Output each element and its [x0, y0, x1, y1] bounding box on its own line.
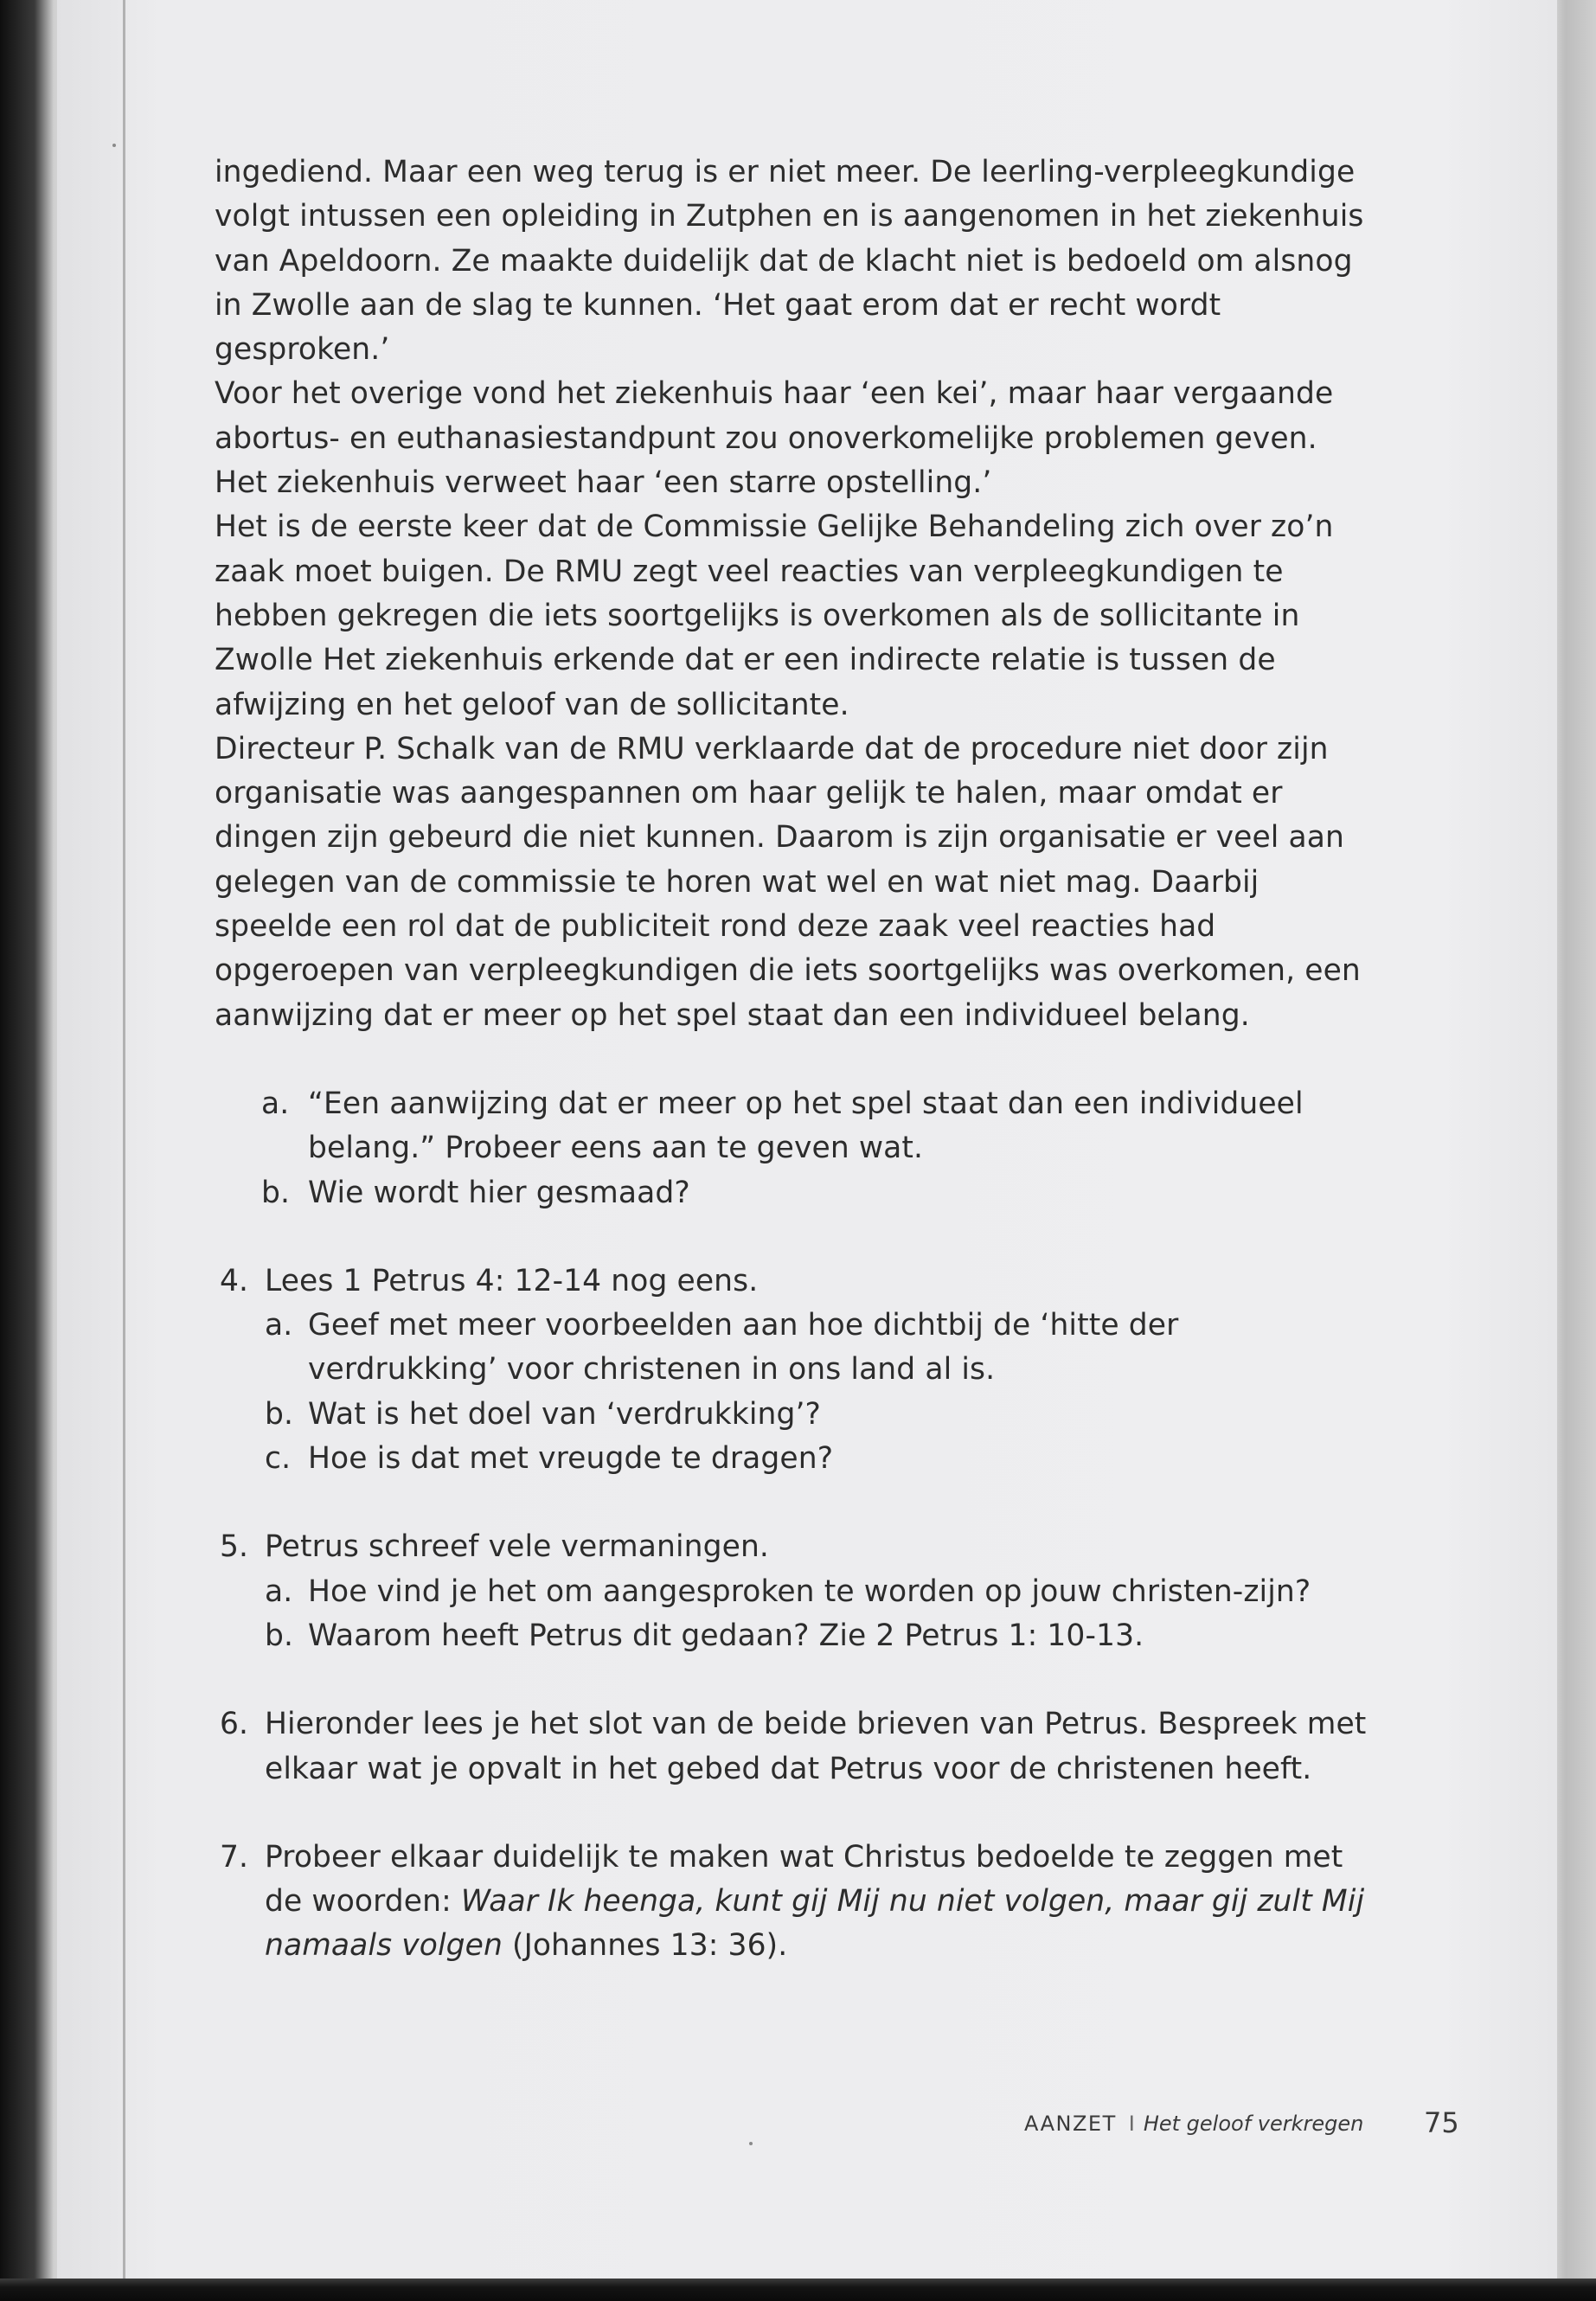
question-5a	[265, 1570, 1374, 1614]
question-7	[215, 1836, 1374, 1969]
question-4a	[265, 1304, 1374, 1393]
question-5	[215, 1525, 1374, 1658]
question-6	[215, 1702, 1374, 1791]
question-5b	[265, 1614, 1374, 1658]
question-5a-text: Hoe vind je het om aangesproken te worden op jouw christen-zijn?	[308, 1574, 1311, 1609]
question-5-subquestions	[265, 1570, 1374, 1659]
question-3b	[215, 1171, 1374, 1215]
question-3b-mark: b.	[261, 1175, 291, 1210]
book-page	[57, 0, 1557, 2279]
question-7-text-after: (Johannes 13: 36).	[502, 1928, 788, 1964]
paragraph-3: Het is de eerste keer dat de Commissie Gelijke Behandeling zich over zo’n zaak moet buigen. De RMU zegt veel reacties van verpleegkundigen te hebben gekregen die iets soortgelijks is overkomen als de sollicitante in Zwolle Het ziekenhuis erkende dat er een indirecte relatie is tussen de afwijzing en het geloof van de sollicitante.	[215, 510, 1334, 722]
question-4b-mark: b.	[265, 1396, 294, 1432]
scan-speck	[112, 144, 116, 147]
running-footer	[1024, 2111, 1363, 2137]
question-5a-mark: a.	[265, 1574, 293, 1609]
question-4	[215, 1259, 1374, 1481]
question-7-number: 7.	[220, 1839, 249, 1875]
question-4c	[265, 1437, 1374, 1481]
question-7-text	[265, 1836, 1374, 1969]
question-4a-text: Geef met meer voorbeelden aan hoe dichtbij de ‘hitte der verdrukking’ voor christenen in ons land al is.	[308, 1308, 1179, 1388]
page-text	[215, 151, 1374, 1969]
page-number: 75	[1424, 2106, 1459, 2139]
question-4b-text: Wat is het doel van ‘verdrukking’?	[308, 1396, 821, 1432]
question-5-number: 5.	[220, 1529, 249, 1565]
question-4b	[265, 1393, 1374, 1437]
question-4a-mark: a.	[265, 1308, 293, 1343]
question-5b-text: Waarom heeft Petrus dit gedaan? Zie 2 Petrus 1: 10-13.	[308, 1618, 1144, 1653]
question-4c-text: Hoe is dat met vreugde te dragen?	[308, 1441, 834, 1477]
footer-separator: I	[1128, 2112, 1135, 2136]
paragraph-1: ingediend. Maar een weg terug is er niet meer. De leerling-verpleegkundige volgt intussen een opleiding in Zutphen en is aangenomen in het ziekenhuis van Apeldoorn. Ze maakte duidelijk dat de klacht niet is bedoeld om alsnog in Zwolle aan de slag te kunnen. ‘Het gaat erom dat er recht wordt gesproken.’	[215, 155, 1364, 368]
footer-label: AANZET	[1024, 2112, 1117, 2136]
question-6-number: 6.	[220, 1707, 249, 1742]
question-3a-mark: a.	[261, 1086, 290, 1121]
question-5-text: Petrus schreef vele vermaningen.	[265, 1529, 769, 1565]
paragraph-2: Voor het overige vond het ziekenhuis haar ‘een kei’, maar haar vergaande abortus- en euthanasiestandpunt zou onoverkomelijke problemen geven. Het ziekenhuis verweet haar ‘een starre opstelling.’	[215, 376, 1334, 501]
question-4-text: Lees 1 Petrus 4: 12-14 nog eens.	[265, 1263, 759, 1298]
question-5b-mark: b.	[265, 1618, 294, 1653]
question-7-quote: Waar Ik heenga, kunt gij Mij nu niet volgen, maar gij zult Mij namaals volgen	[265, 1884, 1365, 1964]
question-6-text: Hieronder lees je het slot van de beide brieven van Petrus. Bespreek met elkaar wat je opvalt in het gebed dat Petrus voor de christenen heeft.	[265, 1707, 1367, 1786]
spine-shadow	[123, 0, 125, 2279]
paragraph-4: Directeur P. Schalk van de RMU verklaarde dat de procedure niet door zijn organisatie was aangespannen om haar gelijk te halen, maar omdat er dingen zijn gebeurd die niet kunnen. Daarom is zijn organisatie er veel aan gelegen van de commissie te horen wat wel en wat niet mag. Daarbij speelde een rol dat de publiciteit rond deze zaak veel reacties had opgeroepen van verpleegkundigen die iets soortgelijks was overkomen, een aanwijzing dat er meer op het spel staat dan een individueel belang.	[215, 731, 1361, 1033]
question-3-subquestions	[215, 1082, 1374, 1215]
question-3b-text: Wie wordt hier gesmaad?	[308, 1175, 690, 1210]
question-4-subquestions	[265, 1304, 1374, 1481]
question-7-text-before: Probeer elkaar duidelijk te maken wat Christus bedoelde te zeggen met de woorden:	[265, 1839, 1343, 1920]
scan-speck	[749, 2142, 753, 2145]
question-4c-mark: c.	[265, 1441, 292, 1477]
question-3a-text: “Een aanwijzing dat er meer op het spel staat dan een individueel belang.” Probeer eens aan te geven wat.	[308, 1086, 1304, 1166]
footer-subtitle: Het geloof verkregen	[1143, 2112, 1364, 2136]
question-3a	[215, 1082, 1374, 1171]
question-4-number: 4.	[220, 1263, 249, 1298]
scan-bottom-edge	[0, 2279, 1596, 2301]
